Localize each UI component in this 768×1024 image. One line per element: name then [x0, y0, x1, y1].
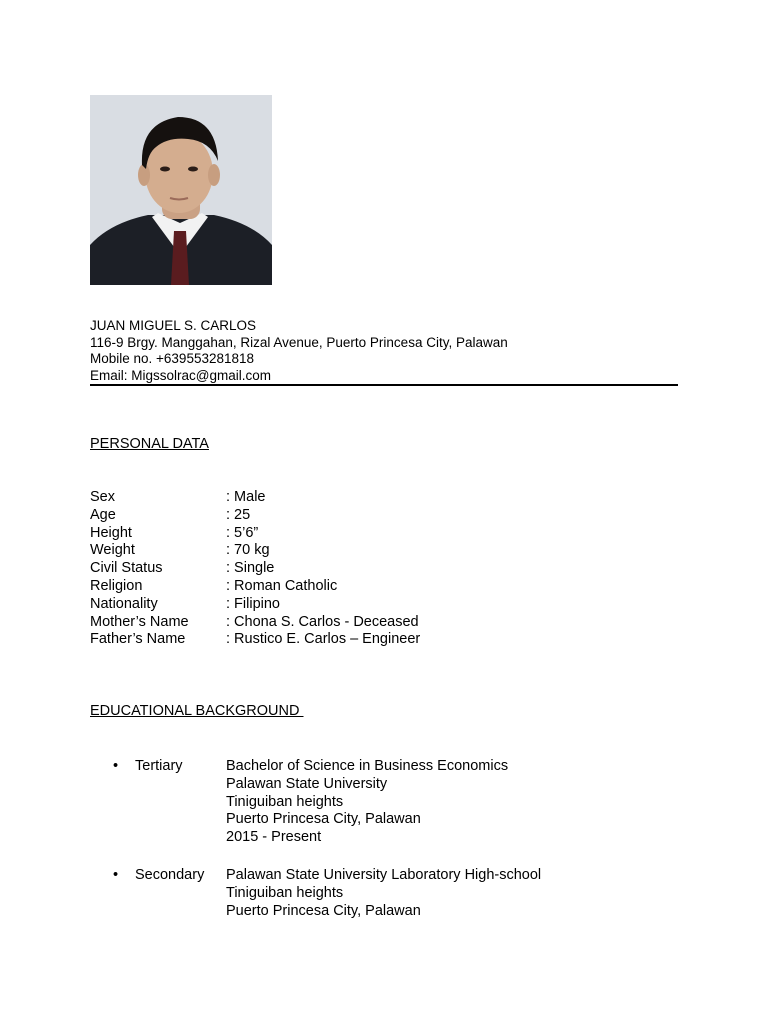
personal-data-row: [90, 614, 420, 632]
bullet-icon: •: [113, 867, 119, 883]
education-level: Tertiary: [135, 758, 183, 774]
mobile-number: Mobile no. +639553281818: [90, 351, 255, 366]
field-label-height: Height: [90, 524, 132, 541]
profile-photo: [90, 95, 272, 285]
field-label-nationality: Nationality: [90, 595, 158, 612]
school-name: Palawan State University: [226, 775, 388, 792]
field-value-religion: : Roman Catholic: [226, 577, 338, 594]
personal-data-table: [90, 489, 420, 649]
educational-background-heading: EDUCATIONAL BACKGROUND: [90, 703, 304, 719]
email-address: Email: Migssolrac@gmail.com: [90, 367, 271, 383]
field-label-mothers-name: Mother’s Name: [90, 613, 189, 630]
field-label-sex: Sex: [90, 489, 115, 505]
personal-data-row: [90, 525, 420, 543]
education-level: Secondary: [135, 867, 205, 883]
field-label-civil-status: Civil Status: [90, 560, 163, 577]
field-value-civil-status: : Single: [226, 560, 275, 577]
field-value-height: : 5’6”: [226, 524, 259, 541]
field-value-age: : 25: [226, 506, 251, 523]
education-entry-secondary: [90, 867, 541, 920]
full-name: JUAN MIGUEL S. CARLOS: [90, 318, 257, 333]
personal-data-row: [90, 596, 420, 614]
school-city: Puerto Princesa City, Palawan: [226, 811, 421, 828]
school-location: Tiniguiban heights: [226, 884, 344, 901]
personal-data-row: [90, 507, 420, 525]
bullet-icon: •: [113, 758, 119, 774]
contact-header: [90, 318, 508, 384]
address: 116-9 Brgy. Manggahan, Rizal Avenue, Puerto Princesa City, Palawan: [90, 334, 508, 350]
education-details: [226, 867, 541, 920]
personal-data-row: [90, 578, 420, 596]
personal-data-heading: PERSONAL DATA: [90, 436, 209, 452]
field-label-age: Age: [90, 506, 116, 523]
field-label-religion: Religion: [90, 577, 143, 594]
school-years: 2015 - Present: [226, 829, 322, 846]
field-label-weight: Weight: [90, 542, 135, 559]
school-name: Palawan State University Laboratory High-school: [226, 867, 542, 883]
personal-data-row: [90, 542, 420, 560]
school-location: Tiniguiban heights: [226, 793, 344, 810]
field-value-fathers-name: : Rustico E. Carlos – Engineer: [226, 631, 421, 648]
degree: Bachelor of Science in Business Economics: [226, 758, 509, 774]
personal-data-row: [90, 560, 420, 578]
field-label-fathers-name: Father’s Name: [90, 631, 186, 648]
personal-data-row: [90, 489, 420, 507]
field-value-mothers-name: : Chona S. Carlos - Deceased: [226, 613, 419, 630]
field-value-weight: : 70 kg: [226, 542, 270, 559]
field-value-sex: : Male: [226, 489, 266, 505]
header-divider: [90, 384, 678, 386]
personal-data-row: [90, 631, 420, 649]
education-entry-tertiary: [90, 758, 508, 847]
field-value-nationality: : Filipino: [226, 595, 280, 612]
education-details: [226, 758, 508, 847]
school-city: Puerto Princesa City, Palawan: [226, 902, 421, 919]
